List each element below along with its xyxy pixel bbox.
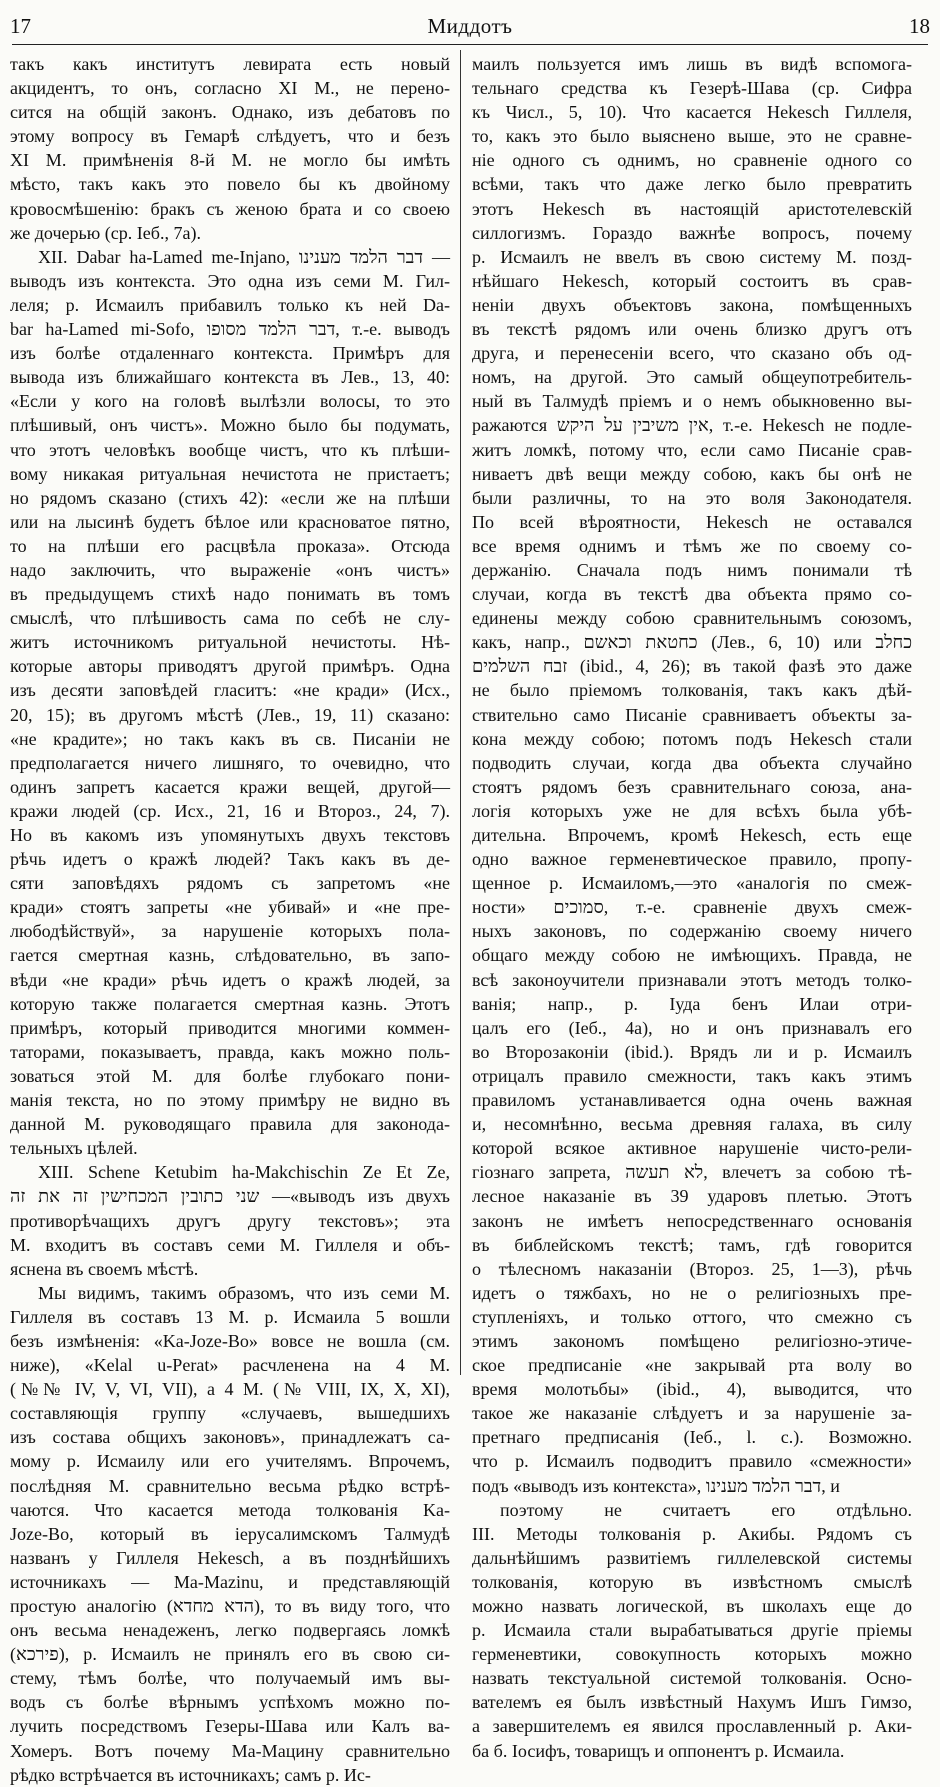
text-line: сится на общій законъ. Однако, изъ дебатовъ по (10, 102, 450, 123)
text-line: кради» стоятъ запреты «не убивай» и «не пре- (10, 897, 450, 918)
text-line: безъ измѣненія: «Ka-Joze-Bo» вовсе не вошла (см. (10, 1330, 450, 1351)
text-line: идетъ о тяжбахъ, но не о религіозныхъ пре- (472, 1282, 912, 1303)
text-line: которую также полагается смертная казнь. Этотъ (10, 993, 450, 1014)
header-rule (12, 44, 928, 45)
text-line: которые авторы приводятъ другой примѣръ. Одна (10, 656, 450, 677)
text-line: кражи людей (ср. Исх., 21, 16 и Второз., 24, 7). (10, 800, 450, 821)
text-line: въ текстѣ рядомъ или очень близко другъ отъ (472, 319, 912, 340)
text-line: во Второзаконіи (ibid.). Врядъ ли и р. Исмаилъ (472, 1041, 912, 1062)
text-line: кровосмѣшенію: бракъ съ женою брата и со своею (10, 198, 450, 219)
text-line: въ библейскомъ текстѣ; тамъ, гдѣ говорится (472, 1234, 912, 1255)
text-line: одинъ запретъ касается кражи вещей, другой— (10, 776, 450, 797)
text-line: ражаются אין משיבין על היקש, т.-е. Hekesch не подле- (472, 415, 912, 436)
text-line: гіознаго запрета, לא תעשה, влечетъ за собою тѣ- (472, 1162, 913, 1183)
text-line: זבח השלמים (ibid., 4, 26); въ такой фазѣ это даже (472, 656, 913, 677)
text-line: XI М. примѣненія 8-й М. не могло бы имѣть (10, 150, 450, 171)
text-line: ба б. Іосифъ, товарищъ и оппонентъ р. Исмаила. (472, 1740, 845, 1761)
text-line: ныхъ законовъ, по содержанію своему ничего (472, 921, 912, 942)
text-line: номъ, на другой. Это самый общеупотребитель- (472, 367, 912, 388)
text-line: онъ весьма ненадеженъ, легко подвергаясь ломкѣ (10, 1620, 450, 1641)
text-line: изъ болѣе отдаленнаго контекста. Примѣръ для (10, 343, 450, 364)
text-line: не было пріемомъ толкованія, такъ какъ дѣй- (472, 680, 912, 701)
page-number-right: 18 (908, 13, 930, 38)
text-line: время молотьбы» (ibid., 4), выводится, что (472, 1379, 912, 1400)
page-number-left: 17 (10, 13, 31, 38)
text-line: тельныхъ цѣлей. (10, 1138, 138, 1159)
text-line: М. входитъ въ составъ семи М. Гиллеля и объ- (10, 1234, 450, 1255)
text-line: (פירכא), р. Исмаилъ не принялъ его въ свою си- (10, 1644, 450, 1665)
text-line: вывода изъ ближайшаго контекста въ Лев., 13, 40: (10, 367, 450, 388)
text-line: или на лысинѣ будетъ бѣлое или красноватое пятно, (10, 511, 450, 532)
text-line: подводить случаи, когда два объекта случайно (472, 752, 912, 773)
text-line: назвать текстуальной системой толкованія. Осно- (472, 1668, 912, 1689)
text-line: источникахъ — Ma-Mazinu, и представляющій (10, 1571, 450, 1592)
text-line: стему, тѣмъ болѣе, что получаемый имъ вы- (10, 1668, 450, 1689)
text-line: чаются. Что касается метода толкованія Ka- (10, 1499, 450, 1520)
text-line: (№№ IV, V, VI, VII), а 4 М. (№ VIII, IX, X, XI), (10, 1379, 450, 1400)
text-line: подъ «выводъ изъ контекста», דבר הלמד מענינו, и (472, 1475, 840, 1496)
text-line: Хомеръ. Вотъ почему Ma-Мацину сравнительно (10, 1740, 450, 1761)
text-line: цалъ его (Іеб., 4а), но и онъ признавалъ его (472, 1017, 912, 1038)
text-line: водъ съ болѣе вѣрнымъ успѣхомъ можно по- (10, 1692, 450, 1713)
text-line: случаи, когда въ текстѣ два объекта прямо со- (472, 584, 912, 605)
text-line: житъ источникомъ ритуальной нечистоты. Нѣ- (10, 632, 450, 653)
text-line: отрицалъ правило смежности, такъ какъ этимъ (472, 1065, 912, 1086)
text-line: гается смертная казнь, слѣдовательно, въ запо- (10, 945, 450, 966)
text-line: акцидентъ, то онъ, согласно XI М., не перено- (10, 78, 450, 99)
text-line: III. Методы толкованія р. Акибы. Рядомъ съ (472, 1523, 912, 1544)
text-line: можно назвать логической, въ школахъ еще до (472, 1596, 912, 1616)
text-line: ское предписаніе «не закрывай рта волу во (472, 1355, 912, 1376)
text-line: такое же наказаніе слѣдуетъ и за нарушеніе за- (472, 1403, 912, 1424)
text-line: «Если у кого на головѣ вылѣзли волосы, то это (10, 391, 450, 412)
text-line: Но въ какомъ изъ упомянутыхъ двухъ текстовъ (10, 825, 450, 845)
text-line: яснена въ своемъ мѣстѣ. (10, 1258, 199, 1279)
text-line: что этотъ человѣкъ вообще чистъ, что къ плѣши- (10, 439, 450, 460)
text-line: По всей вѣроятности, Hekesch не оставался (472, 511, 912, 532)
text-line: составляющія группу «случаевъ, вышедшихъ (10, 1403, 450, 1424)
text-line: вателемъ ея былъ извѣстный Нахумъ Ишъ Гимзо, (472, 1692, 912, 1713)
text-line: «не крадите»; но такъ какъ въ св. Писаніи не (10, 728, 450, 749)
text-line: ный въ Талмудѣ пріемъ и о немъ обыкновенно вы- (472, 391, 912, 412)
text-line: маилъ пользуется имъ лишь въ видѣ вспомога- (472, 54, 912, 74)
running-title: Миддотъ (427, 13, 513, 38)
text-line: и, несомнѣнно, весьма древняя галаха, въ силу (472, 1114, 912, 1135)
text-line: поэтому не считаетъ его отдѣльно. (500, 1499, 912, 1520)
text-line: предполагается ничего лишняго, то очевидно, что (10, 752, 450, 773)
text-line: лучить посредствомъ Гезеры-Шава или Калъ ва- (10, 1716, 450, 1737)
text-line: такъ какъ институтъ левирата есть новый (10, 54, 450, 74)
text-line: лесное наказаніе въ 39 ударовъ плетью. Этотъ (472, 1186, 912, 1207)
text-line: плѣшивый, онъ чистъ». Можно было бы подумать, (10, 415, 450, 436)
text-line: рѣдко встрѣчается въ источникахъ; самъ р. Ис- (10, 1764, 371, 1785)
text-line: кона между собою; потомъ подъ Hekesch стали (472, 728, 912, 749)
text-line: претнаго предписанія (Іеб., l. с.). Возможно. (472, 1427, 912, 1448)
text-line: противорѣчащихъ другъ другу текстовъ»; эта (10, 1210, 450, 1231)
text-line: примѣръ, который приводится многими коммен- (10, 1017, 450, 1038)
text-line: герменевтики, совокупность которыхъ можно (472, 1644, 912, 1665)
running-header (10, 6, 930, 46)
text-line: смыслѣ, что плѣшивость сама по себѣ не слу- (10, 608, 450, 629)
text-line: общаго между собою не имѣющихъ. Правда, не (472, 945, 912, 966)
text-line: были различны, то на это воля Законодателя. (472, 487, 912, 508)
text-line: ступленіяхъ, и только оттого, что смежно съ (472, 1306, 912, 1327)
text-line: житъ ломкѣ, потому что, если само Писаніе срав- (472, 439, 912, 460)
text-line: 20, 15); въ другомъ мѣстѣ (Лев., 19, 11) сказано: (10, 704, 450, 725)
text-line: послѣдняя М. сравнительно весьма рѣдко встрѣ- (10, 1475, 450, 1496)
right-column (472, 52, 912, 1763)
text-line: ванія; напр., р. Іуда бенъ Илаи отри- (472, 993, 912, 1014)
text-line: правиломъ устанавливается одна очень важная (472, 1090, 912, 1111)
text-line: рѣчь идетъ о кражѣ людей? Такъ какъ въ де- (10, 849, 450, 870)
text-line: стоятъ рядомъ безъ сравнительнаго союза, ана- (472, 776, 912, 797)
text-line: любодѣйствуй», за нарушеніе которыхъ пола- (10, 921, 450, 942)
text-line: все время однимъ и тѣмъ же по своему со- (472, 535, 912, 556)
text-line: то, какъ это было выяснено выше, это не сравне- (472, 126, 912, 147)
text-line: же дочерью (ср. Іеб., 7а). (10, 222, 202, 243)
text-line: законъ не имѣетъ непосредственнаго основанія (472, 1210, 912, 1231)
text-line: ности» סמוכים, т.-е. сравненіе двухъ смеж- (472, 897, 912, 918)
text-line: ниже), «Kelal u-Perat» расчленена на 4 М. (10, 1355, 450, 1376)
text-line: тельнаго средства къ Гезерѣ-Шава (ср. Сифра (472, 78, 912, 99)
text-line: сяти заповѣдяхъ рядомъ съ запретомъ «не (10, 873, 450, 894)
text-line: изъ десяти заповѣдей гласитъ: «не кради» (Исх., (10, 680, 450, 701)
text-line: Joze-Bo, который въ іерусалимскомъ Талмудѣ (10, 1523, 450, 1544)
text-line: о тѣлесномъ наказаніи (Второз. 25, 1—3), рѣчь (472, 1258, 912, 1279)
text-line: зоваться этой М. для болѣе глубокаго пони- (10, 1065, 450, 1086)
column-divider (460, 50, 461, 1375)
text-line: одно важное герменевтическое правило, пропу- (472, 849, 912, 870)
text-line: р. Исмаилъ не ввелъ въ свою систему М. позд- (472, 246, 912, 267)
left-column (10, 52, 450, 1787)
text-line: логія которыхъ уже не для всѣхъ была убѣ- (472, 800, 912, 821)
text-line: неніи двухъ объектовъ закона, помѣщенныхъ (472, 294, 912, 315)
text-line: въ предыдущемъ стихѣ надо понимать въ томъ (10, 584, 450, 605)
text-line: мѣсто, такъ какъ это повело бы къ двойному (10, 174, 450, 195)
text-line: нѣйшаго Hekesch, который состоитъ въ срав- (472, 270, 912, 291)
text-line: названъ у Гиллеля Hekesch, а въ позднѣйшихъ (10, 1547, 450, 1568)
text-line: этотъ Hekesch въ настоящій аристотелевскій (472, 198, 912, 219)
text-line: но рядомъ сказано (стихъ 42): «если же на плѣши (10, 487, 450, 508)
text-line: Мы видимъ, такимъ образомъ, что изъ семи М. (38, 1282, 450, 1303)
text-line: данной М. руководящаго правила для законода- (10, 1114, 450, 1135)
text-line: всѣми, такъ что даже легко было превратить (472, 174, 912, 195)
text-line: выводъ изъ контекста. Это одна изъ семи М. Гил- (10, 270, 450, 291)
text-line: а завершителемъ ея явился прославленный р. Аки- (472, 1716, 912, 1737)
text-line: ниваетъ двѣ вещи между собою, какъ бы онѣ не (472, 463, 912, 484)
text-line: всѣ законоучители признавали этотъ методъ толко- (472, 969, 912, 990)
text-line: манія текста, но по этому примѣру не видно въ (10, 1090, 450, 1111)
text-line: дительна. Впрочемъ, кромѣ Hekesch, есть еще (472, 825, 912, 845)
text-line: къ Числ., 5, 10). Что касается Hekesch Гиллеля, (472, 102, 912, 123)
text-line: XIII. Schene Ketubim ha-Makchischin Ze Et Ze, (38, 1162, 450, 1183)
text-line: какъ, напр., כחטאת וכאשם (Лев., 6, 10) или כחלב (472, 632, 913, 653)
text-line: то на плѣши его расцвѣла проказа». Отсюда (10, 535, 450, 556)
text-line: которой всякое активное нарушеніе чисто-рели- (472, 1138, 912, 1159)
text-line: что р. Исмаилъ подводитъ правило «смежности» (472, 1451, 912, 1472)
text-line: этому вопросу въ Гемарѣ слѣдуетъ, что и безъ (10, 126, 450, 147)
text-line: леля; р. Исмаилъ прибавилъ только къ ней Da- (10, 294, 450, 315)
text-line: щенное р. Исмаиломъ,—это «аналогія по смеж- (472, 873, 912, 894)
text-line: единены между собою сравнительнымъ союзомъ, (472, 608, 912, 629)
text-line: XII. Dabar ha-Lamed me-Injano, דבר הלמד מענינו — (38, 246, 450, 267)
text-line: таторами, показываетъ, правда, какъ можно поль- (10, 1041, 450, 1062)
text-line: вому никакая ритуальная нечистота не пристаетъ; (10, 463, 450, 484)
text-line: вѣди «не кради» рѣчь идетъ о кражѣ людей, за (10, 969, 450, 990)
text-line: силлогизмъ. Гораздо важнѣе вопросъ, почему (472, 222, 912, 243)
text-line: мому р. Исмаилу или его учителямъ. Впрочемъ, (10, 1451, 450, 1472)
text-line: толкованія, которую въ извѣстномъ смыслѣ (472, 1571, 912, 1592)
text-line: друга, и перенесеніи всего, что сказано объ од- (472, 343, 912, 364)
text-line: дальнѣйшимъ развитіемъ гиллелевской системы (472, 1547, 912, 1568)
text-line: изъ состава общихъ законовъ», принадлежатъ са- (10, 1427, 450, 1448)
text-line: ствительно само Писаніе сравниваетъ объекты за- (472, 704, 912, 725)
text-line: держанію. Сначала подъ нимъ понимали тѣ (472, 559, 912, 580)
text-line: שני כתובין המכחישין זה את זה —«выводъ изъ двухъ (10, 1186, 450, 1207)
text-line: ніе одного съ однимъ, но сравненіе одного со (472, 150, 912, 171)
text-line: Гиллеля въ составъ 13 М. р. Исмаила 5 вошли (10, 1306, 450, 1327)
text-line: этимъ закономъ помѣщено религіозно-этиче- (472, 1330, 912, 1351)
text-line: простую аналогію (הדא מחדא), то въ виду того, что (10, 1596, 450, 1616)
text-line: р. Исмаила стали вырабатываться другіе пріемы (472, 1620, 912, 1641)
text-line: надо заключить, что выраженіе «онъ чистъ» (10, 559, 450, 580)
text-line: bar ha-Lamed mi-Sofo, דבר הלמד מסופו, т.-е. выводъ (10, 319, 450, 340)
